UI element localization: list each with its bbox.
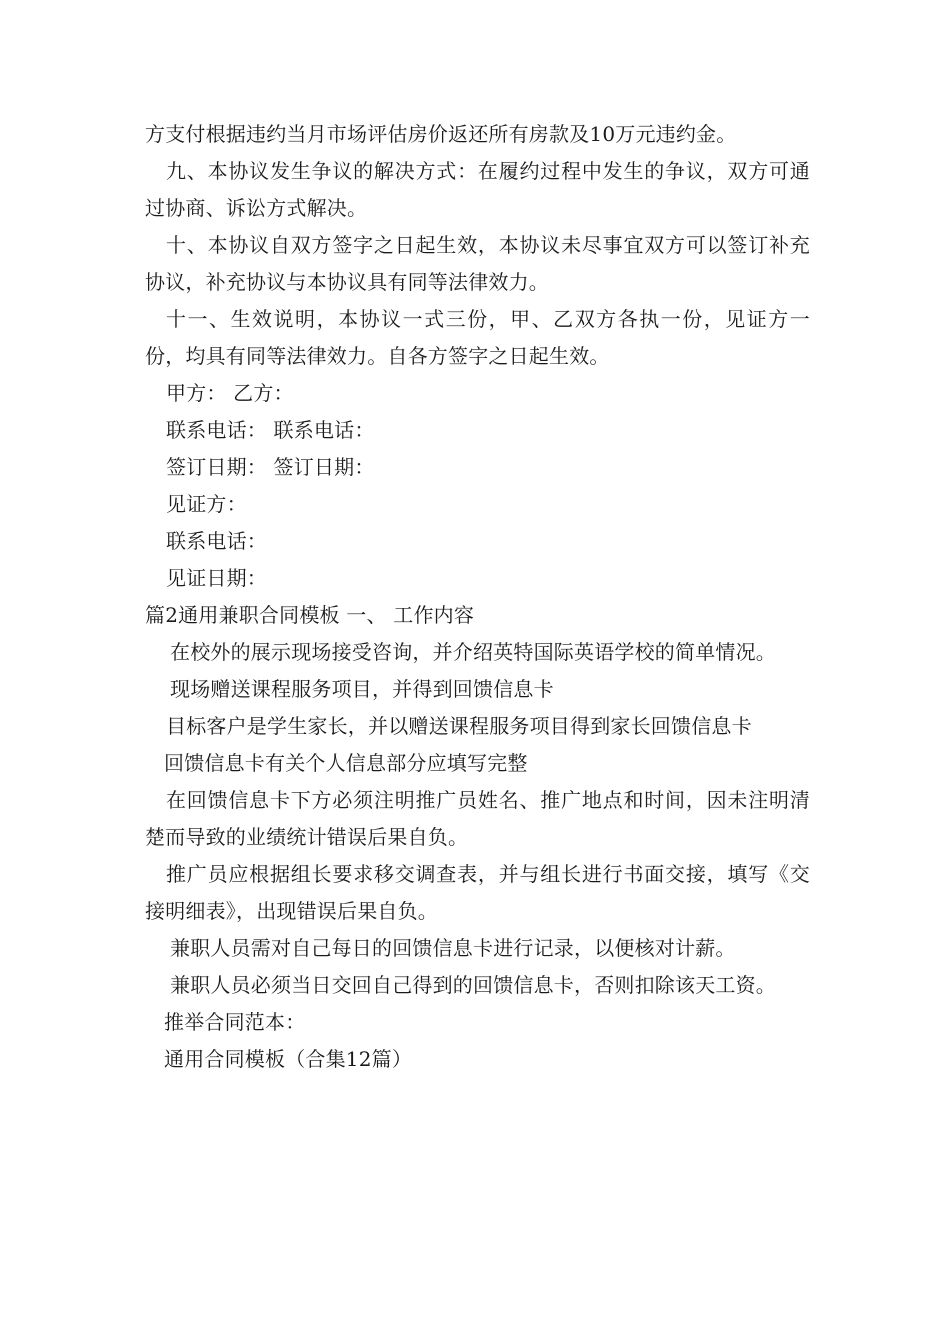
- paragraph-clause-9-dispute: 九、本协议发生争议的解决方式：在履约过程中发生的争议，双方可通过协商、诉讼方式解决。: [145, 159, 810, 220]
- paragraph-breach-refund: 方支付根据违约当月市场评估房价返还所有房款及10万元违约金。: [145, 122, 737, 146]
- signature-date-line: 签订日期： 签订日期：: [166, 455, 375, 479]
- paragraph-job-gift-courses: 现场赠送课程服务项目，并得到回馈信息卡: [170, 677, 554, 701]
- document-body: [145, 116, 810, 1078]
- witness-phone-line: 联系电话：: [166, 529, 267, 553]
- witness-line: 见证方：: [166, 492, 247, 516]
- paragraph-clause-10-effective: 十、本协议自双方签字之日起生效，本协议未尽事宜双方可以签订补充协议，补充协议与本协议具有同等法律效力。: [145, 233, 810, 294]
- recommended-template-link[interactable]: 通用合同模板（合集12篇）: [164, 1047, 413, 1071]
- witness-date-line: 见证日期：: [166, 566, 267, 590]
- paragraph-job-consulting: 在校外的展示现场接受咨询，并介绍英特国际英语学校的简单情况。: [170, 640, 776, 664]
- section-heading-part-2: 篇2通用兼职合同模板 一、 工作内容: [145, 603, 475, 627]
- paragraph-job-card-return: 兼职人员必须当日交回自己得到的回馈信息卡，否则扣除该天工资。: [170, 973, 776, 997]
- paragraph-job-target-customers: 目标客户是学生家长，并以赠送课程服务项目得到家长回馈信息卡: [166, 714, 752, 738]
- signature-party-line: 甲方： 乙方：: [166, 381, 294, 405]
- signature-phone-line: 联系电话： 联系电话：: [166, 418, 375, 442]
- recommended-templates-heading: 推举合同范本：: [164, 1010, 306, 1034]
- paragraph-job-card-complete: 回馈信息卡有关个人信息部分应填写完整: [164, 751, 528, 775]
- paragraph-clause-11-copies: 十一、生效说明，本协议一式三份，甲、乙双方各执一份，见证方一份，均具有同等法律效力。自各方签字之日起生效。: [145, 307, 810, 368]
- paragraph-job-record-keeping: 兼职人员需对自己每日的回馈信息卡进行记录，以便核对计薪。: [170, 936, 736, 960]
- paragraph-job-card-annotation: 在回馈信息卡下方必须注明推广员姓名、推广地点和时间，因未注明清楚而导致的业绩统计错误后果自负。: [145, 788, 810, 849]
- paragraph-job-handover: 推广员应根据组长要求移交调查表，并与组长进行书面交接，填写《交接明细表》，出现错误后果自负。: [145, 862, 810, 923]
